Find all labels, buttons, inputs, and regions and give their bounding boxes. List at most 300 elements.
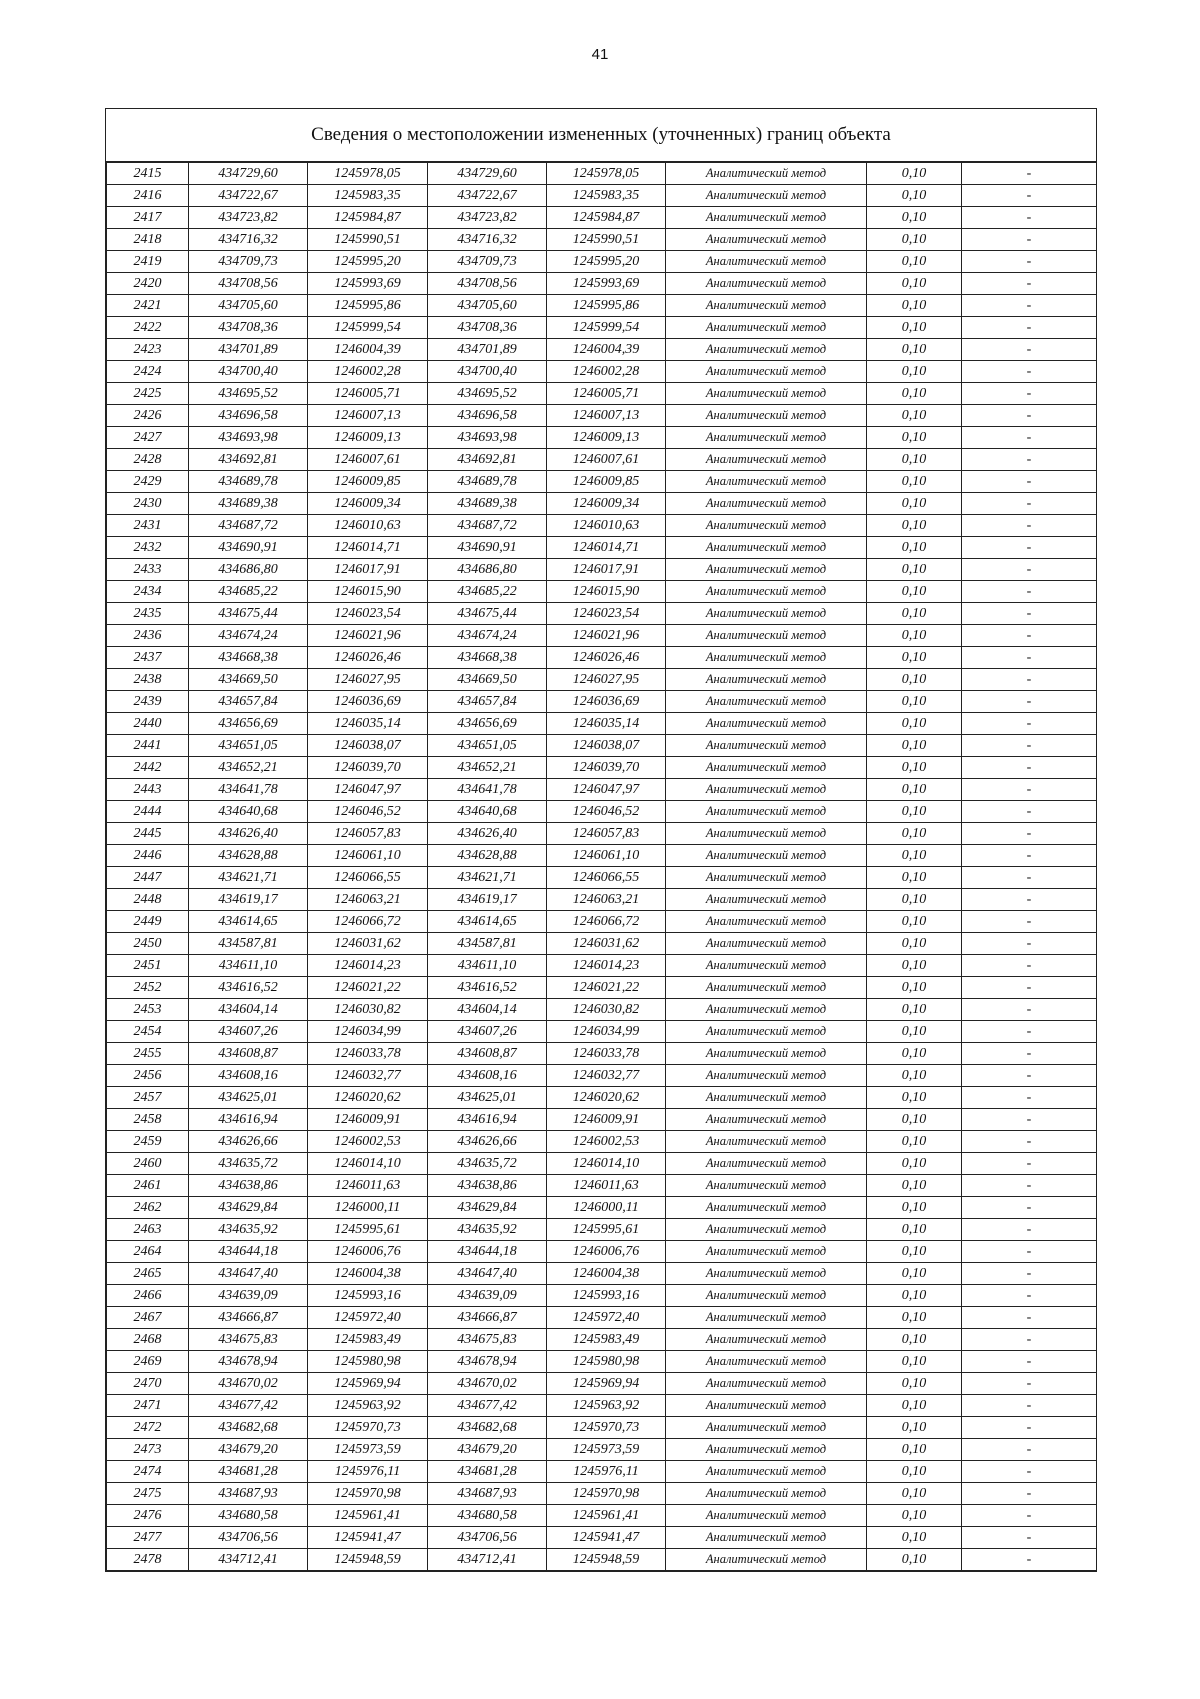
method-cell: Аналитический метод bbox=[666, 1109, 867, 1131]
x-old-cell: 434723,82 bbox=[189, 207, 308, 229]
method-cell: Аналитический метод bbox=[666, 471, 867, 493]
precision-cell: 0,10 bbox=[867, 735, 962, 757]
point-number-cell: 2448 bbox=[107, 889, 189, 911]
x-old-cell: 434651,05 bbox=[189, 735, 308, 757]
y-old-cell: 1246004,38 bbox=[308, 1263, 428, 1285]
y-new-cell: 1245941,47 bbox=[547, 1527, 666, 1549]
table-title: Сведения о местоположении измененных (уточненных) границ объекта bbox=[106, 109, 1096, 162]
point-number-cell: 2462 bbox=[107, 1197, 189, 1219]
table-row bbox=[107, 955, 1097, 977]
table-row bbox=[107, 1021, 1097, 1043]
y-new-cell: 1246017,91 bbox=[547, 559, 666, 581]
y-new-cell: 1246011,63 bbox=[547, 1175, 666, 1197]
note-cell: - bbox=[962, 1351, 1097, 1373]
x-new-cell: 434689,38 bbox=[428, 493, 547, 515]
note-cell: - bbox=[962, 339, 1097, 361]
table-row bbox=[107, 163, 1097, 185]
x-new-cell: 434639,09 bbox=[428, 1285, 547, 1307]
x-new-cell: 434729,60 bbox=[428, 163, 547, 185]
point-number-cell: 2444 bbox=[107, 801, 189, 823]
note-cell: - bbox=[962, 229, 1097, 251]
table-row bbox=[107, 295, 1097, 317]
table-row bbox=[107, 449, 1097, 471]
y-old-cell: 1245976,11 bbox=[308, 1461, 428, 1483]
point-number-cell: 2453 bbox=[107, 999, 189, 1021]
table-row bbox=[107, 207, 1097, 229]
table-row bbox=[107, 1197, 1097, 1219]
note-cell: - bbox=[962, 735, 1097, 757]
note-cell: - bbox=[962, 867, 1097, 889]
y-new-cell: 1245993,69 bbox=[547, 273, 666, 295]
y-new-cell: 1246009,85 bbox=[547, 471, 666, 493]
point-number-cell: 2426 bbox=[107, 405, 189, 427]
table-row bbox=[107, 427, 1097, 449]
y-new-cell: 1245978,05 bbox=[547, 163, 666, 185]
table-row bbox=[107, 1417, 1097, 1439]
table-row bbox=[107, 317, 1097, 339]
precision-cell: 0,10 bbox=[867, 1263, 962, 1285]
table-row bbox=[107, 1395, 1097, 1417]
method-cell: Аналитический метод bbox=[666, 1483, 867, 1505]
x-old-cell: 434708,36 bbox=[189, 317, 308, 339]
y-new-cell: 1246057,83 bbox=[547, 823, 666, 845]
table-row bbox=[107, 361, 1097, 383]
y-new-cell: 1246005,71 bbox=[547, 383, 666, 405]
x-new-cell: 434611,10 bbox=[428, 955, 547, 977]
note-cell: - bbox=[962, 1439, 1097, 1461]
y-new-cell: 1246061,10 bbox=[547, 845, 666, 867]
x-new-cell: 434687,93 bbox=[428, 1483, 547, 1505]
point-number-cell: 2431 bbox=[107, 515, 189, 537]
table-row bbox=[107, 735, 1097, 757]
y-old-cell: 1245995,61 bbox=[308, 1219, 428, 1241]
precision-cell: 0,10 bbox=[867, 999, 962, 1021]
precision-cell: 0,10 bbox=[867, 1109, 962, 1131]
x-old-cell: 434706,56 bbox=[189, 1527, 308, 1549]
y-old-cell: 1246027,95 bbox=[308, 669, 428, 691]
point-number-cell: 2470 bbox=[107, 1373, 189, 1395]
y-new-cell: 1246063,21 bbox=[547, 889, 666, 911]
precision-cell: 0,10 bbox=[867, 1021, 962, 1043]
point-number-cell: 2464 bbox=[107, 1241, 189, 1263]
note-cell: - bbox=[962, 713, 1097, 735]
method-cell: Аналитический метод bbox=[666, 493, 867, 515]
note-cell: - bbox=[962, 625, 1097, 647]
x-old-cell: 434608,16 bbox=[189, 1065, 308, 1087]
x-old-cell: 434670,02 bbox=[189, 1373, 308, 1395]
y-new-cell: 1246015,90 bbox=[547, 581, 666, 603]
precision-cell: 0,10 bbox=[867, 493, 962, 515]
y-new-cell: 1246035,14 bbox=[547, 713, 666, 735]
y-old-cell: 1246031,62 bbox=[308, 933, 428, 955]
table-row bbox=[107, 647, 1097, 669]
y-old-cell: 1245941,47 bbox=[308, 1527, 428, 1549]
y-old-cell: 1246035,14 bbox=[308, 713, 428, 735]
note-cell: - bbox=[962, 383, 1097, 405]
x-new-cell: 434674,24 bbox=[428, 625, 547, 647]
y-old-cell: 1245972,40 bbox=[308, 1307, 428, 1329]
table-row bbox=[107, 1175, 1097, 1197]
method-cell: Аналитический метод bbox=[666, 1065, 867, 1087]
table-row bbox=[107, 1131, 1097, 1153]
note-cell: - bbox=[962, 647, 1097, 669]
method-cell: Аналитический метод bbox=[666, 295, 867, 317]
note-cell: - bbox=[962, 207, 1097, 229]
point-number-cell: 2478 bbox=[107, 1549, 189, 1571]
y-new-cell: 1246038,07 bbox=[547, 735, 666, 757]
y-new-cell: 1246014,71 bbox=[547, 537, 666, 559]
x-new-cell: 434626,40 bbox=[428, 823, 547, 845]
y-new-cell: 1246007,61 bbox=[547, 449, 666, 471]
table-row bbox=[107, 251, 1097, 273]
note-cell: - bbox=[962, 515, 1097, 537]
table-row bbox=[107, 1527, 1097, 1549]
table-row bbox=[107, 405, 1097, 427]
y-old-cell: 1246032,77 bbox=[308, 1065, 428, 1087]
y-new-cell: 1245948,59 bbox=[547, 1549, 666, 1571]
y-new-cell: 1246021,22 bbox=[547, 977, 666, 999]
table-row bbox=[107, 1307, 1097, 1329]
point-number-cell: 2435 bbox=[107, 603, 189, 625]
note-cell: - bbox=[962, 999, 1097, 1021]
point-number-cell: 2438 bbox=[107, 669, 189, 691]
note-cell: - bbox=[962, 1263, 1097, 1285]
x-old-cell: 434616,94 bbox=[189, 1109, 308, 1131]
point-number-cell: 2459 bbox=[107, 1131, 189, 1153]
point-number-cell: 2427 bbox=[107, 427, 189, 449]
x-new-cell: 434587,81 bbox=[428, 933, 547, 955]
y-old-cell: 1246009,91 bbox=[308, 1109, 428, 1131]
method-cell: Аналитический метод bbox=[666, 1351, 867, 1373]
method-cell: Аналитический метод bbox=[666, 1307, 867, 1329]
x-new-cell: 434629,84 bbox=[428, 1197, 547, 1219]
x-old-cell: 434657,84 bbox=[189, 691, 308, 713]
y-new-cell: 1246066,72 bbox=[547, 911, 666, 933]
precision-cell: 0,10 bbox=[867, 339, 962, 361]
precision-cell: 0,10 bbox=[867, 273, 962, 295]
note-cell: - bbox=[962, 1527, 1097, 1549]
x-old-cell: 434677,42 bbox=[189, 1395, 308, 1417]
point-number-cell: 2451 bbox=[107, 955, 189, 977]
method-cell: Аналитический метод bbox=[666, 427, 867, 449]
table-row bbox=[107, 537, 1097, 559]
precision-cell: 0,10 bbox=[867, 1219, 962, 1241]
coordinates-table bbox=[106, 162, 1097, 1571]
table-row bbox=[107, 625, 1097, 647]
table-row bbox=[107, 889, 1097, 911]
x-old-cell: 434625,01 bbox=[189, 1087, 308, 1109]
table-row bbox=[107, 1549, 1097, 1571]
x-old-cell: 434701,89 bbox=[189, 339, 308, 361]
table-row bbox=[107, 933, 1097, 955]
table-row bbox=[107, 493, 1097, 515]
precision-cell: 0,10 bbox=[867, 757, 962, 779]
method-cell: Аналитический метод bbox=[666, 1395, 867, 1417]
method-cell: Аналитический метод bbox=[666, 1285, 867, 1307]
point-number-cell: 2468 bbox=[107, 1329, 189, 1351]
table-row bbox=[107, 471, 1097, 493]
table-row bbox=[107, 581, 1097, 603]
x-old-cell: 434644,18 bbox=[189, 1241, 308, 1263]
y-new-cell: 1246014,10 bbox=[547, 1153, 666, 1175]
x-new-cell: 434604,14 bbox=[428, 999, 547, 1021]
x-old-cell: 434604,14 bbox=[189, 999, 308, 1021]
table-row bbox=[107, 1241, 1097, 1263]
y-old-cell: 1246030,82 bbox=[308, 999, 428, 1021]
table-row bbox=[107, 757, 1097, 779]
precision-cell: 0,10 bbox=[867, 867, 962, 889]
y-new-cell: 1246009,13 bbox=[547, 427, 666, 449]
x-old-cell: 434668,38 bbox=[189, 647, 308, 669]
method-cell: Аналитический метод bbox=[666, 207, 867, 229]
note-cell: - bbox=[962, 317, 1097, 339]
point-number-cell: 2446 bbox=[107, 845, 189, 867]
point-number-cell: 2416 bbox=[107, 185, 189, 207]
y-new-cell: 1246031,62 bbox=[547, 933, 666, 955]
x-old-cell: 434669,50 bbox=[189, 669, 308, 691]
y-new-cell: 1245995,86 bbox=[547, 295, 666, 317]
y-new-cell: 1246036,69 bbox=[547, 691, 666, 713]
note-cell: - bbox=[962, 1417, 1097, 1439]
note-cell: - bbox=[962, 405, 1097, 427]
x-new-cell: 434695,52 bbox=[428, 383, 547, 405]
note-cell: - bbox=[962, 845, 1097, 867]
x-new-cell: 434640,68 bbox=[428, 801, 547, 823]
point-number-cell: 2437 bbox=[107, 647, 189, 669]
x-old-cell: 434619,17 bbox=[189, 889, 308, 911]
note-cell: - bbox=[962, 537, 1097, 559]
y-new-cell: 1245976,11 bbox=[547, 1461, 666, 1483]
y-new-cell: 1245983,49 bbox=[547, 1329, 666, 1351]
table-row bbox=[107, 185, 1097, 207]
y-old-cell: 1246009,34 bbox=[308, 493, 428, 515]
method-cell: Аналитический метод bbox=[666, 1153, 867, 1175]
y-old-cell: 1246026,46 bbox=[308, 647, 428, 669]
x-new-cell: 434641,78 bbox=[428, 779, 547, 801]
precision-cell: 0,10 bbox=[867, 889, 962, 911]
point-number-cell: 2442 bbox=[107, 757, 189, 779]
x-old-cell: 434656,69 bbox=[189, 713, 308, 735]
page-number: 41 bbox=[591, 46, 609, 63]
y-old-cell: 1245995,20 bbox=[308, 251, 428, 273]
point-number-cell: 2476 bbox=[107, 1505, 189, 1527]
table-row bbox=[107, 515, 1097, 537]
table-row bbox=[107, 1505, 1097, 1527]
x-new-cell: 434669,50 bbox=[428, 669, 547, 691]
precision-cell: 0,10 bbox=[867, 515, 962, 537]
y-old-cell: 1246066,55 bbox=[308, 867, 428, 889]
note-cell: - bbox=[962, 1549, 1097, 1571]
y-old-cell: 1246004,39 bbox=[308, 339, 428, 361]
note-cell: - bbox=[962, 1241, 1097, 1263]
point-number-cell: 2436 bbox=[107, 625, 189, 647]
x-new-cell: 434619,17 bbox=[428, 889, 547, 911]
table-row bbox=[107, 669, 1097, 691]
x-old-cell: 434695,52 bbox=[189, 383, 308, 405]
y-old-cell: 1245973,59 bbox=[308, 1439, 428, 1461]
y-new-cell: 1246039,70 bbox=[547, 757, 666, 779]
x-old-cell: 434674,24 bbox=[189, 625, 308, 647]
point-number-cell: 2456 bbox=[107, 1065, 189, 1087]
note-cell: - bbox=[962, 449, 1097, 471]
note-cell: - bbox=[962, 1483, 1097, 1505]
x-new-cell: 434628,88 bbox=[428, 845, 547, 867]
table-row bbox=[107, 1285, 1097, 1307]
y-old-cell: 1246011,63 bbox=[308, 1175, 428, 1197]
point-number-cell: 2460 bbox=[107, 1153, 189, 1175]
table-row bbox=[107, 801, 1097, 823]
x-new-cell: 434706,56 bbox=[428, 1527, 547, 1549]
table-row bbox=[107, 339, 1097, 361]
y-old-cell: 1245970,98 bbox=[308, 1483, 428, 1505]
note-cell: - bbox=[962, 295, 1097, 317]
note-cell: - bbox=[962, 889, 1097, 911]
point-number-cell: 2472 bbox=[107, 1417, 189, 1439]
y-new-cell: 1246026,46 bbox=[547, 647, 666, 669]
x-new-cell: 434681,28 bbox=[428, 1461, 547, 1483]
note-cell: - bbox=[962, 559, 1097, 581]
point-number-cell: 2457 bbox=[107, 1087, 189, 1109]
x-new-cell: 434678,94 bbox=[428, 1351, 547, 1373]
method-cell: Аналитический метод bbox=[666, 537, 867, 559]
table-row bbox=[107, 1153, 1097, 1175]
point-number-cell: 2454 bbox=[107, 1021, 189, 1043]
x-old-cell: 434587,81 bbox=[189, 933, 308, 955]
x-new-cell: 434696,58 bbox=[428, 405, 547, 427]
y-new-cell: 1246066,55 bbox=[547, 867, 666, 889]
y-new-cell: 1246034,99 bbox=[547, 1021, 666, 1043]
note-cell: - bbox=[962, 581, 1097, 603]
point-number-cell: 2432 bbox=[107, 537, 189, 559]
method-cell: Аналитический метод bbox=[666, 603, 867, 625]
x-new-cell: 434709,73 bbox=[428, 251, 547, 273]
precision-cell: 0,10 bbox=[867, 1175, 962, 1197]
x-old-cell: 434729,60 bbox=[189, 163, 308, 185]
x-new-cell: 434687,72 bbox=[428, 515, 547, 537]
point-number-cell: 2418 bbox=[107, 229, 189, 251]
precision-cell: 0,10 bbox=[867, 779, 962, 801]
table-row bbox=[107, 1439, 1097, 1461]
x-old-cell: 434628,88 bbox=[189, 845, 308, 867]
precision-cell: 0,10 bbox=[867, 603, 962, 625]
precision-cell: 0,10 bbox=[867, 1373, 962, 1395]
y-old-cell: 1246039,70 bbox=[308, 757, 428, 779]
y-old-cell: 1246020,62 bbox=[308, 1087, 428, 1109]
point-number-cell: 2417 bbox=[107, 207, 189, 229]
y-old-cell: 1246014,10 bbox=[308, 1153, 428, 1175]
method-cell: Аналитический метод bbox=[666, 823, 867, 845]
precision-cell: 0,10 bbox=[867, 559, 962, 581]
table-row bbox=[107, 1219, 1097, 1241]
y-new-cell: 1246046,52 bbox=[547, 801, 666, 823]
note-cell: - bbox=[962, 1021, 1097, 1043]
x-old-cell: 434616,52 bbox=[189, 977, 308, 999]
x-old-cell: 434614,65 bbox=[189, 911, 308, 933]
method-cell: Аналитический метод bbox=[666, 1549, 867, 1571]
y-old-cell: 1246014,71 bbox=[308, 537, 428, 559]
precision-cell: 0,10 bbox=[867, 823, 962, 845]
note-cell: - bbox=[962, 1285, 1097, 1307]
x-old-cell: 434666,87 bbox=[189, 1307, 308, 1329]
y-new-cell: 1246004,38 bbox=[547, 1263, 666, 1285]
x-old-cell: 434686,80 bbox=[189, 559, 308, 581]
method-cell: Аналитический метод bbox=[666, 713, 867, 735]
point-number-cell: 2439 bbox=[107, 691, 189, 713]
x-old-cell: 434680,58 bbox=[189, 1505, 308, 1527]
x-new-cell: 434705,60 bbox=[428, 295, 547, 317]
y-new-cell: 1245970,73 bbox=[547, 1417, 666, 1439]
x-old-cell: 434700,40 bbox=[189, 361, 308, 383]
y-old-cell: 1246063,21 bbox=[308, 889, 428, 911]
method-cell: Аналитический метод bbox=[666, 757, 867, 779]
y-new-cell: 1245984,87 bbox=[547, 207, 666, 229]
y-new-cell: 1246014,23 bbox=[547, 955, 666, 977]
precision-cell: 0,10 bbox=[867, 1527, 962, 1549]
precision-cell: 0,10 bbox=[867, 163, 962, 185]
y-new-cell: 1246000,11 bbox=[547, 1197, 666, 1219]
y-new-cell: 1246004,39 bbox=[547, 339, 666, 361]
precision-cell: 0,10 bbox=[867, 1153, 962, 1175]
note-cell: - bbox=[962, 493, 1097, 515]
table-row bbox=[107, 1461, 1097, 1483]
y-old-cell: 1245990,51 bbox=[308, 229, 428, 251]
x-old-cell: 434687,93 bbox=[189, 1483, 308, 1505]
note-cell: - bbox=[962, 779, 1097, 801]
y-old-cell: 1246009,85 bbox=[308, 471, 428, 493]
y-old-cell: 1245993,69 bbox=[308, 273, 428, 295]
y-new-cell: 1245993,16 bbox=[547, 1285, 666, 1307]
method-cell: Аналитический метод bbox=[666, 383, 867, 405]
precision-cell: 0,10 bbox=[867, 1087, 962, 1109]
x-new-cell: 434626,66 bbox=[428, 1131, 547, 1153]
x-new-cell: 434677,42 bbox=[428, 1395, 547, 1417]
point-number-cell: 2471 bbox=[107, 1395, 189, 1417]
x-new-cell: 434716,32 bbox=[428, 229, 547, 251]
x-new-cell: 434616,52 bbox=[428, 977, 547, 999]
note-cell: - bbox=[962, 955, 1097, 977]
method-cell: Аналитический метод bbox=[666, 999, 867, 1021]
method-cell: Аналитический метод bbox=[666, 581, 867, 603]
y-old-cell: 1245978,05 bbox=[308, 163, 428, 185]
table-row bbox=[107, 779, 1097, 801]
precision-cell: 0,10 bbox=[867, 1351, 962, 1373]
precision-cell: 0,10 bbox=[867, 1505, 962, 1527]
y-new-cell: 1245990,51 bbox=[547, 229, 666, 251]
x-new-cell: 434708,56 bbox=[428, 273, 547, 295]
y-old-cell: 1246017,91 bbox=[308, 559, 428, 581]
y-old-cell: 1246047,97 bbox=[308, 779, 428, 801]
y-old-cell: 1246010,63 bbox=[308, 515, 428, 537]
x-new-cell: 434675,44 bbox=[428, 603, 547, 625]
method-cell: Аналитический метод bbox=[666, 845, 867, 867]
precision-cell: 0,10 bbox=[867, 625, 962, 647]
note-cell: - bbox=[962, 1219, 1097, 1241]
method-cell: Аналитический метод bbox=[666, 1417, 867, 1439]
note-cell: - bbox=[962, 757, 1097, 779]
y-old-cell: 1245993,16 bbox=[308, 1285, 428, 1307]
method-cell: Аналитический метод bbox=[666, 1131, 867, 1153]
method-cell: Аналитический метод bbox=[666, 405, 867, 427]
method-cell: Аналитический метод bbox=[666, 1197, 867, 1219]
x-new-cell: 434608,16 bbox=[428, 1065, 547, 1087]
x-new-cell: 434712,41 bbox=[428, 1549, 547, 1571]
method-cell: Аналитический метод bbox=[666, 229, 867, 251]
point-number-cell: 2475 bbox=[107, 1483, 189, 1505]
note-cell: - bbox=[962, 1175, 1097, 1197]
point-number-cell: 2423 bbox=[107, 339, 189, 361]
x-old-cell: 434682,68 bbox=[189, 1417, 308, 1439]
method-cell: Аналитический метод bbox=[666, 735, 867, 757]
